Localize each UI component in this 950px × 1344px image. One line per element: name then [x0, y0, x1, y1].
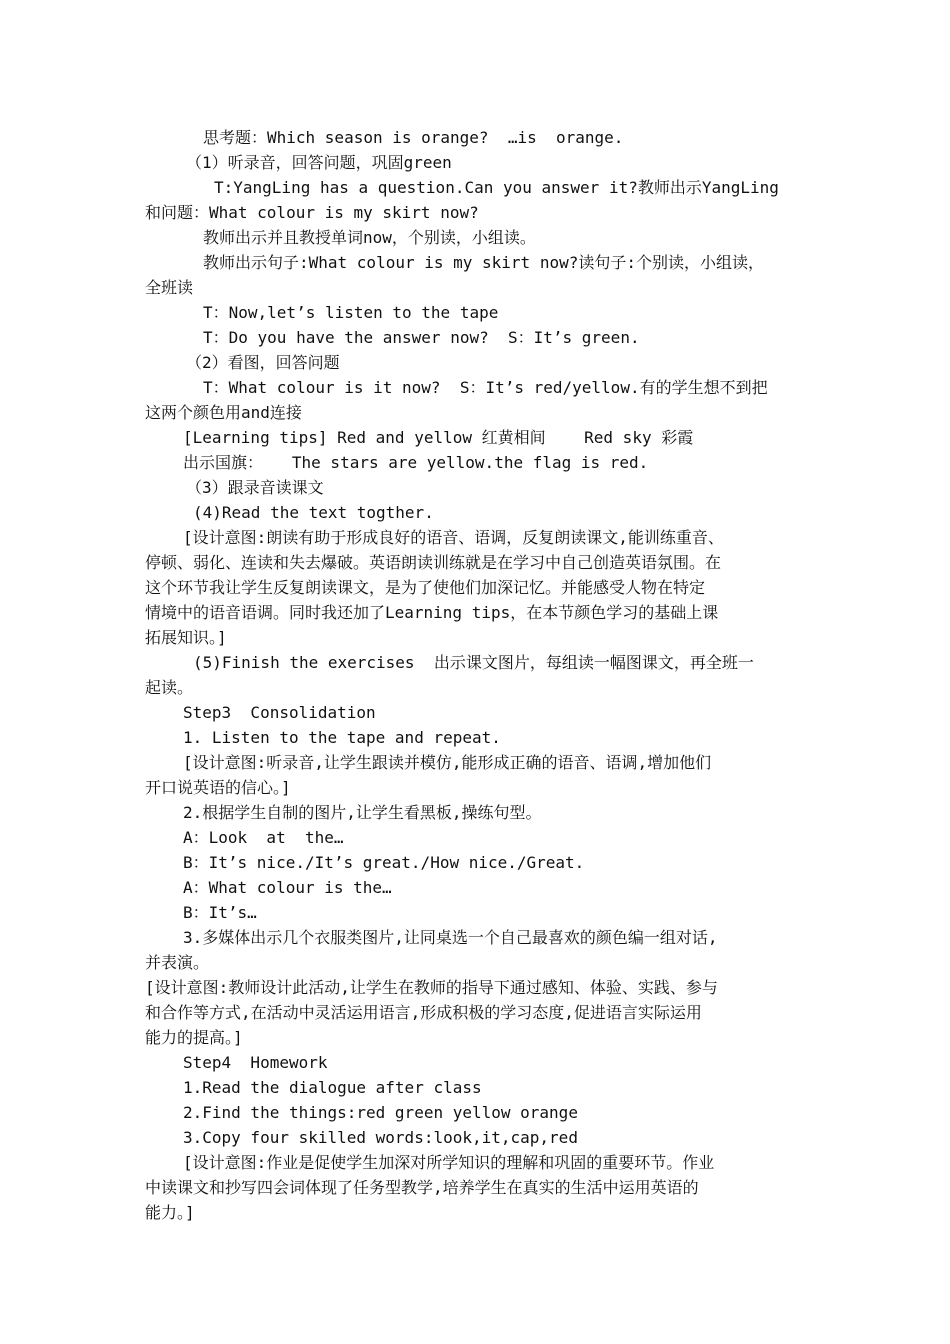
text-line: [设计意图:教师设计此活动,让学生在教师的指导下通过感知、体验、实践、参与	[145, 978, 718, 997]
section-heading: Step4 Homework	[183, 1053, 328, 1072]
text-line: [设计意图:作业是促使学生加深对所学知识的理解和巩固的重要环节。作业	[183, 1153, 715, 1172]
text-line: 开口说英语的信心。]	[145, 778, 291, 797]
text-line: 2.Find the things:red green yellow orange	[183, 1103, 578, 1122]
section-heading: Step3 Consolidation	[183, 703, 376, 722]
text-line: B：It’s nice./It’s great./How nice./Great.	[183, 853, 585, 872]
text-line: 能力。]	[145, 1203, 195, 1222]
text-line: 和问题：What colour is my skirt now?	[145, 203, 479, 222]
text-line: 并表演。	[145, 953, 210, 972]
text-line: A：Look at the…	[183, 828, 344, 847]
text-line: 3.多媒体出示几个衣服类图片,让同桌选一个自己最喜欢的颜色编一组对话,	[183, 928, 718, 947]
text-line: B：It’s…	[183, 903, 257, 922]
text-line: [设计意图:朗读有助于形成良好的语音、语调，反复朗读课文,能训练重音、	[183, 528, 724, 547]
text-line: 2.根据学生自制的图片,让学生看黑板,操练句型。	[183, 803, 542, 822]
text-line: 教师出示句子:What colour is my skirt now?读句子:个别读，小组读，	[203, 253, 764, 272]
text-line: 1. Listen to the tape and repeat.	[183, 728, 501, 747]
text-line: 教师出示并且教授单词now，个别读，小组读。	[203, 228, 536, 247]
text-line: 中读课文和抄写四会词体现了任务型教学,培养学生在真实的生活中运用英语的	[145, 1178, 699, 1197]
text-line: 出示国旗： The stars are yellow.the flag is red.	[183, 453, 649, 472]
text-line: 思考题：Which season is orange? …is orange.	[203, 128, 624, 147]
text-line: T：Do you have the answer now? S：It’s green.	[203, 328, 640, 347]
text-line: 情境中的语音语调。同时我还加了Learning tips，在本节颜色学习的基础上课	[145, 603, 719, 622]
text-line: 3.Copy four skilled words:look,it,cap,red	[183, 1128, 578, 1147]
text-line: 全班读	[145, 278, 194, 297]
text-line: 起读。	[145, 678, 194, 697]
text-line: T：Now,let’s listen to the tape	[203, 303, 499, 322]
text-line: (5)Finish the exercises 出示课文图片，每组读一幅图课文，再全班一	[193, 653, 754, 672]
text-line: T:YangLing has a question.Can you answer it?教师出示YangLing	[214, 178, 779, 197]
text-line: 能力的提高。]	[145, 1028, 243, 1047]
text-line: A：What colour is the…	[183, 878, 392, 897]
text-line: 拓展知识。]	[145, 628, 227, 647]
text-line: （2）看图，回答问题	[186, 353, 340, 372]
text-line: 这个环节我让学生反复朗读课文，是为了使他们加深记忆。并能感受人物在特定	[145, 578, 706, 597]
text-line: (4)Read the text togther.	[193, 503, 434, 522]
text-line: [设计意图:听录音,让学生跟读并模仿,能形成正确的语音、语调,增加他们	[183, 753, 712, 772]
text-line: T：What colour is it now? S：It’s red/yellow.有的学生想不到把	[203, 378, 768, 397]
text-line: 这两个颜色用and连接	[145, 403, 302, 422]
text-line: 和合作等方式,在活动中灵活运用语言,形成积极的学习态度,促进语言实际运用	[145, 1003, 702, 1022]
text-line: [Learning tips] Red and yellow 红黄相间 Red sky 彩霞	[183, 428, 694, 447]
text-line: （3）跟录音读课文	[186, 478, 324, 497]
text-line: 1.Read the dialogue after class	[183, 1078, 482, 1097]
text-line: 停顿、弱化、连读和失去爆破。英语朗读训练就是在学习中自己创造英语氛围。在	[145, 553, 722, 572]
text-line: （1）听录音，回答问题，巩固green	[186, 153, 452, 172]
